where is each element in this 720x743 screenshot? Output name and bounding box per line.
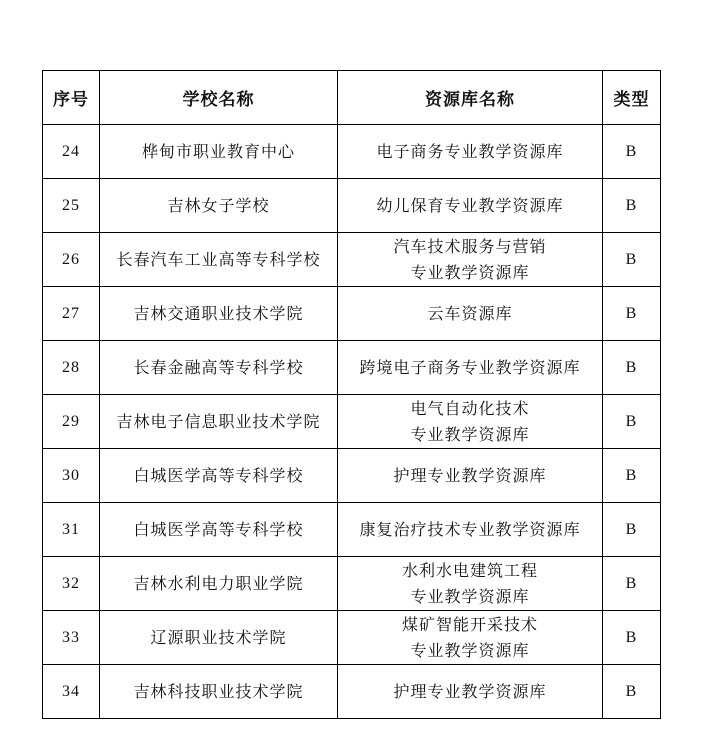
type-cell: B	[603, 503, 661, 557]
type-cell: B	[603, 611, 661, 665]
library-name-line: 幼儿保育专业教学资源库	[376, 195, 564, 215]
table-row	[43, 287, 661, 341]
school-name-cell: 吉林科技职业技术学院	[100, 665, 338, 719]
library-name-line: 煤矿智能开采技术	[401, 614, 538, 634]
table-row	[43, 503, 661, 557]
header-library-name: 资源库名称	[338, 71, 603, 125]
row-number-cell: 25	[43, 179, 100, 233]
library-name-line: 专业教学资源库	[410, 640, 530, 660]
school-name-cell: 吉林女子学校	[100, 179, 338, 233]
table-row	[43, 557, 661, 611]
library-name-line: 专业教学资源库	[410, 586, 530, 606]
school-name-cell: 吉林电子信息职业技术学院	[100, 395, 338, 449]
table-body	[43, 125, 661, 719]
school-name-cell: 白城医学高等专科学校	[100, 503, 338, 557]
library-name-line: 护理专业教学资源库	[393, 465, 547, 485]
library-name-line: 电气自动化技术	[410, 398, 530, 418]
school-name-cell: 长春汽车工业高等专科学校	[100, 233, 338, 287]
library-name-line: 护理专业教学资源库	[393, 681, 547, 701]
library-name-line: 电子商务专业教学资源库	[376, 141, 564, 161]
library-name-line: 康复治疗技术专业教学资源库	[359, 519, 581, 539]
row-number-cell: 30	[43, 449, 100, 503]
row-number-cell: 33	[43, 611, 100, 665]
table-row	[43, 125, 661, 179]
library-name-line: 云车资源库	[427, 303, 513, 323]
library-name-cell	[338, 341, 603, 395]
table-row	[43, 341, 661, 395]
row-number-cell: 32	[43, 557, 100, 611]
table-row	[43, 449, 661, 503]
row-number-cell: 27	[43, 287, 100, 341]
table-row	[43, 665, 661, 719]
school-name-cell: 辽源职业技术学院	[100, 611, 338, 665]
row-number-cell: 29	[43, 395, 100, 449]
resource-library-table	[42, 70, 661, 719]
library-name-line: 专业教学资源库	[410, 262, 530, 282]
header-type: 类型	[603, 71, 661, 125]
type-cell: B	[603, 449, 661, 503]
type-cell: B	[603, 179, 661, 233]
table-row	[43, 611, 661, 665]
table-header-row	[43, 71, 661, 125]
library-name-line: 汽车技术服务与营销	[393, 236, 547, 256]
table-row	[43, 179, 661, 233]
row-number-cell: 31	[43, 503, 100, 557]
row-number-cell: 34	[43, 665, 100, 719]
library-name-cell	[338, 449, 603, 503]
library-name-cell	[338, 611, 603, 665]
row-number-cell: 24	[43, 125, 100, 179]
school-name-cell: 吉林水利电力职业学院	[100, 557, 338, 611]
table-row	[43, 395, 661, 449]
library-name-cell	[338, 233, 603, 287]
header-school-name: 学校名称	[100, 71, 338, 125]
library-name-cell	[338, 665, 603, 719]
school-name-cell: 白城医学高等专科学校	[100, 449, 338, 503]
library-name-line: 水利水电建筑工程	[401, 560, 538, 580]
row-number-cell: 26	[43, 233, 100, 287]
library-name-cell	[338, 287, 603, 341]
type-cell: B	[603, 287, 661, 341]
school-name-cell: 长春金融高等专科学校	[100, 341, 338, 395]
type-cell: B	[603, 125, 661, 179]
header-no: 序号	[43, 71, 100, 125]
type-cell: B	[603, 395, 661, 449]
type-cell: B	[603, 341, 661, 395]
table-row	[43, 233, 661, 287]
library-name-cell	[338, 179, 603, 233]
library-name-cell	[338, 125, 603, 179]
library-name-cell	[338, 557, 603, 611]
school-name-cell: 吉林交通职业技术学院	[100, 287, 338, 341]
type-cell: B	[603, 665, 661, 719]
type-cell: B	[603, 233, 661, 287]
library-name-line: 跨境电子商务专业教学资源库	[359, 357, 581, 377]
library-name-line: 专业教学资源库	[410, 424, 530, 444]
school-name-cell: 桦甸市职业教育中心	[100, 125, 338, 179]
row-number-cell: 28	[43, 341, 100, 395]
library-name-cell	[338, 503, 603, 557]
type-cell: B	[603, 557, 661, 611]
library-name-cell	[338, 395, 603, 449]
